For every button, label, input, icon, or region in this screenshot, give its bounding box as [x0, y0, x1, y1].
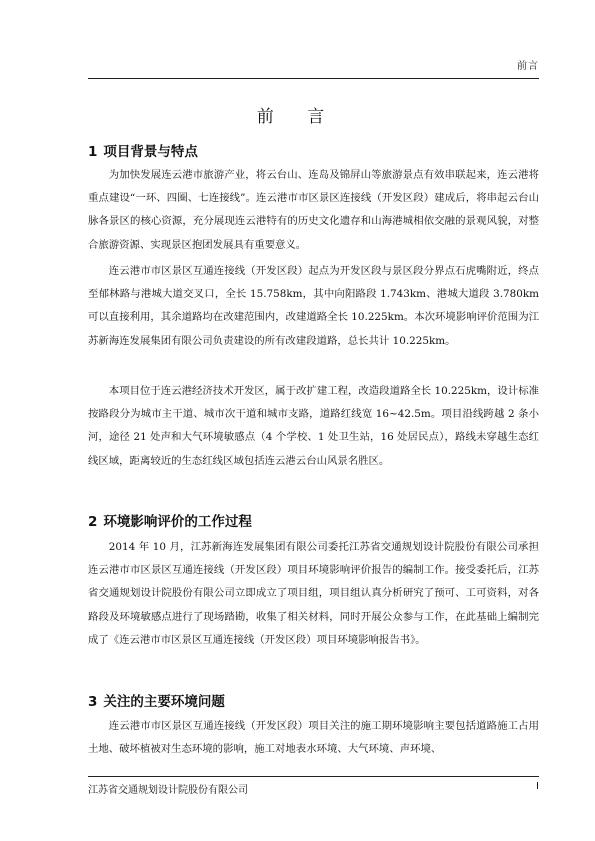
- section-heading-3: [88, 693, 539, 711]
- section-number: 2: [88, 514, 98, 530]
- page-number: I: [536, 781, 539, 792]
- paragraph: 连云港市市区景区互通连接线（开发区段）项目关注的施工期环境影响主要包括道路施工占用土地、破坏植被对生态环境的影响，施工对地表水环境、大气环境、声环境、: [88, 720, 539, 756]
- paragraph: 2014 年 10 月，江苏新海连发展集团有限公司委托江苏省交通规划设计院股份有限公司承担连云港市市区景区互通连接线（开发区段）项目环境影响评价报告的编制工作。接受委托后，江苏省交通规划设计院股份有限公司立即成立了项目组，项目组认真分析研究了预可、工可资料，对各路段及环境敏感点进行了现场踏勘，收集了相关材料，同时开展公众参与工作，在此基础上编制完成了《连云港市市区景区互通连接线（开发区段）项目环境影响报告书》。: [88, 541, 539, 646]
- paragraph: 本项目位于连云港经济技术开发区，属于改扩建工程，改造段道路全长 10.225km，设计标准按路段分为城市主干道、城市次干道和城市支路，道路红线宽 16~42.5m。项目沿线跨越 2 条小河，途径 21 处声和大气环境敏感点（4 个学校、1 处卫生站，16 处居民点），路线未穿越生态红线区域，距离较近的生态红线区域包括连云港云台山风景名胜区。: [88, 385, 539, 467]
- section-heading-2: [88, 513, 539, 531]
- section-title: 关注的主要环境问题: [103, 694, 225, 710]
- paragraph: 连云港市市区景区互通连接线（开发区段）起点为开发区段与景区段分界点石虎嘴附近，终点至郁林路与港城大道交叉口，全长 15.758km，其中向阳路段 1.743km、港城大道段 3.780km 可以直接利用，其余道路均在改建范围内，改建道路全长 10.225km。本次环境影响评价范围为江苏新海连发展集团有限公司负责建设的所有改建段道路，总长共计 10.225km。: [88, 265, 539, 347]
- page-footer: [88, 776, 539, 796]
- section-number: 1: [88, 144, 98, 160]
- section-heading-1: [88, 143, 539, 161]
- page-title: 前 言: [256, 107, 339, 127]
- paragraph: 为加快发展连云港市旅游产业，将云台山、连岛及锦屏山等旅游景点有效串联起来，连云港将重点建设“一环、四圈、七连接线”。连云港市市区景区连接线（开发区段）建成后，将串起云台山脉各景区的核心资源，充分展现连云港特有的历史文化遗存和山海港城相依交融的景观风貌，对整合旅游资源、实现景区抱团发展具有重要意义。: [88, 169, 539, 251]
- section-title: 项目背景与特点: [103, 144, 198, 160]
- footer-organization: 江苏省交通规划设计院股份有限公司: [88, 785, 248, 796]
- section-number: 3: [88, 694, 98, 710]
- section-title: 环境影响评价的工作过程: [103, 514, 252, 530]
- running-header: 前言: [88, 58, 539, 79]
